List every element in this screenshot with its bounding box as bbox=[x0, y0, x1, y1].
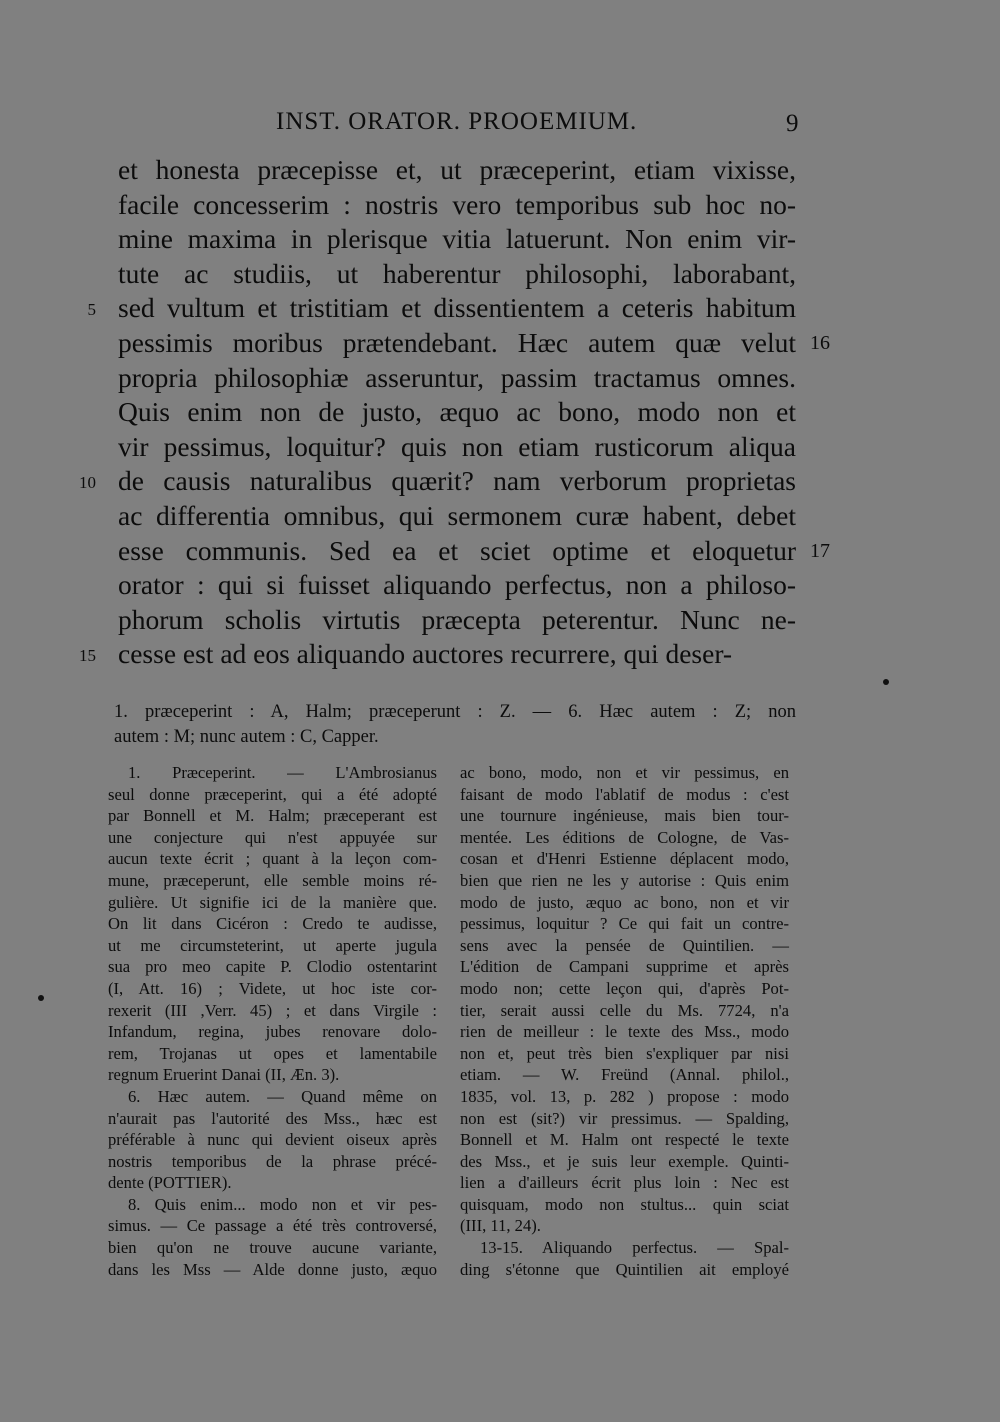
note-line: cosan et d'Henri Estienne déplacent modo, bbox=[460, 849, 789, 869]
note-line: non est (sit?) vir pressimus. — Spalding, bbox=[460, 1108, 789, 1128]
note-line: aucun texte écrit ; quant à la leçon com- bbox=[108, 849, 437, 869]
running-head: INST. ORATOR. PROOEMIUM. bbox=[276, 108, 638, 135]
note-line: gulière. Ut signifie ici de la manière que. bbox=[108, 892, 437, 912]
text-line-content: sed vultum et tristitiam et dissentientem a ceteris habitum bbox=[118, 292, 796, 324]
text-line-content: facile concesserim : nostris vero temporibus sub hoc no- bbox=[118, 188, 796, 220]
text-line bbox=[0, 499, 1000, 534]
line-number: 15 bbox=[79, 646, 96, 666]
note-line: rexerit (III ,Verr. 45) ; et dans Virgile : bbox=[108, 1000, 437, 1020]
text-line-content: orator : qui si fuisset aliquando perfectus, non a philoso- bbox=[118, 569, 796, 601]
note-line: une tournure ingénieuse, mais bien tour- bbox=[460, 806, 789, 826]
text-line-content: Quis enim non de justo, æquo ac bono, modo non et bbox=[118, 396, 796, 428]
note-line: seul donne præceperint, qui a été adopté bbox=[108, 784, 437, 804]
ink-speck bbox=[38, 995, 44, 1001]
note-line: (III, 11, 24). bbox=[460, 1216, 541, 1236]
note-line: dente (POTTIER). bbox=[108, 1173, 232, 1193]
note-line: par Bonnell et M. Halm; præceperant est bbox=[108, 806, 437, 826]
note-line: Bonnell et M. Halm ont respecté le texte bbox=[460, 1130, 789, 1150]
text-line-content: mine maxima in plerisque vitia latuerunt. Non enim vir- bbox=[118, 223, 796, 255]
note-line: non et, peut très bien s'expliquer par nisi bbox=[460, 1043, 789, 1063]
note-line: 1. Præceperint. — L'Ambrosianus bbox=[128, 763, 437, 782]
note-line: On lit dans Cicéron : Credo te audisse, bbox=[108, 914, 437, 934]
text-line-content: de causis naturalibus quærit? nam verborum proprietas bbox=[118, 465, 796, 497]
note-line: dans les Mss — Alde donne justo, æquo bbox=[108, 1259, 437, 1279]
text-line bbox=[0, 153, 1000, 188]
page-number: 9 bbox=[786, 110, 799, 137]
text-line-content: cesse est ad eos aliquando auctores recurrere, qui deser- bbox=[118, 638, 733, 670]
note-line: rien de meilleur : le texte des Mss., modo bbox=[460, 1022, 789, 1042]
notes-column-left bbox=[108, 762, 437, 1280]
section-number: 17 bbox=[810, 539, 830, 562]
note-line: faisant de modo l'ablatif de modus : c'est bbox=[460, 784, 789, 804]
note-line: rem, Trojanas ut opes et lamentabile bbox=[108, 1043, 437, 1063]
line-number: 5 bbox=[87, 300, 96, 320]
text-line-content: et honesta præcepisse et, ut præceperint, etiam vixisse, bbox=[118, 154, 796, 185]
note-line: 6. Hæc autem. — Quand même on bbox=[128, 1086, 437, 1106]
note-line: Infandum, regina, jubes renovare dolo- bbox=[108, 1022, 437, 1042]
text-line bbox=[0, 291, 1000, 326]
text-line-content: propria philosophiæ asseruntur, passim tractamus omnes. bbox=[118, 361, 796, 393]
text-line bbox=[0, 257, 1000, 292]
text-line bbox=[0, 568, 1000, 603]
note-line: sua pro meo capite P. Clodio ostentarint bbox=[108, 957, 437, 977]
note-line: une conjecture qui n'est appuyée sur bbox=[108, 827, 437, 847]
note-line: pessimus, loquitur ? Ce qui fait un contre- bbox=[460, 914, 789, 934]
note-line: ac bono, modo, non et vir pessimus, en bbox=[460, 763, 789, 782]
note-line: lien a d'ailleurs écrit plus loin : Nec est bbox=[460, 1173, 789, 1193]
text-line-content: ac differentia omnibus, qui sermonem curæ habent, debet bbox=[118, 499, 796, 531]
text-line bbox=[0, 464, 1000, 499]
text-line-content: pessimis moribus prætendebant. Hæc autem quæ velut bbox=[118, 326, 796, 358]
note-line: nostris temporibus de la phrase précé- bbox=[108, 1151, 437, 1171]
note-line: ding s'étonne que Quintilien ait employé bbox=[460, 1259, 789, 1279]
note-line: bien qu'on ne trouve aucune variante, bbox=[108, 1238, 437, 1258]
note-line: quisquam, modo non stultus... quin sciat bbox=[460, 1194, 789, 1214]
critical-apparatus bbox=[114, 700, 796, 750]
note-line: etiam. — W. Freünd (Annal. philol., bbox=[460, 1065, 789, 1085]
note-line: ut me circumsteterint, ut aperte jugula bbox=[108, 935, 437, 955]
text-line-content: esse communis. Sed ea et sciet optime et eloquetur bbox=[118, 534, 796, 566]
note-line: sens avec la pensée de Quintilien. — bbox=[460, 935, 789, 955]
line-number: 10 bbox=[79, 473, 96, 493]
note-line: (I, Att. 16) ; Videte, ut hoc iste cor- bbox=[108, 978, 437, 998]
note-line: modo de justo, æquo ac bono, non et vir bbox=[460, 892, 789, 912]
text-line bbox=[0, 637, 1000, 672]
text-line-content: vir pessimus, loquitur? quis non etiam rusticorum aliqua bbox=[118, 430, 796, 462]
apparatus-line: 1. præceperint : A, Halm; præceperunt : Z. — 6. Hæc autem : Z; non bbox=[114, 702, 796, 722]
note-line: mune, præceperunt, elle semble moins ré- bbox=[108, 870, 437, 890]
text-line bbox=[0, 361, 1000, 396]
note-line: 1835, vol. 13, p. 282 ) propose : modo bbox=[460, 1086, 789, 1106]
text-line-content: phorum scholis virtutis præcepta peterentur. Nunc ne- bbox=[118, 603, 796, 635]
apparatus-line: autem : M; nunc autem : C, Capper. bbox=[114, 727, 379, 747]
text-line bbox=[0, 326, 1000, 361]
note-line: modo non; cette leçon qui, d'après Pot- bbox=[460, 978, 789, 998]
text-line bbox=[0, 395, 1000, 430]
latin-text-block bbox=[0, 153, 1000, 672]
note-line: simus. — Ce passage a été très controversé, bbox=[108, 1216, 437, 1236]
text-line bbox=[0, 534, 1000, 569]
section-number: 16 bbox=[810, 331, 830, 354]
text-line bbox=[0, 430, 1000, 465]
note-line: mentée. Les éditions de Cologne, de Vas- bbox=[460, 827, 789, 847]
note-line: L'édition de Campani supprime et après bbox=[460, 957, 789, 977]
note-line: 8. Quis enim... modo non et vir pes- bbox=[128, 1194, 437, 1214]
note-line: n'aurait pas l'autorité des Mss., hæc est bbox=[108, 1108, 437, 1128]
note-line: des Mss., et je suis leur exemple. Quinti- bbox=[460, 1151, 789, 1171]
page-header bbox=[0, 108, 1000, 144]
text-line bbox=[0, 188, 1000, 223]
note-line: regnum Eruerint Danai (II, Æn. 3). bbox=[108, 1065, 340, 1085]
note-line: préférable à nunc qui devient oiseux après bbox=[108, 1130, 437, 1150]
note-line: 13-15. Aliquando perfectus. — Spal- bbox=[480, 1238, 789, 1258]
note-line: tier, serait aussi celle du Ms. 7724, n'a bbox=[460, 1000, 789, 1020]
text-line bbox=[0, 222, 1000, 257]
note-line: bien que rien ne les y autorise : Quis enim bbox=[460, 870, 789, 890]
ink-speck bbox=[883, 679, 889, 685]
text-line-content: tute ac studiis, ut haberentur philosophi, laborabant, bbox=[118, 257, 796, 289]
text-line bbox=[0, 603, 1000, 638]
notes-column-right bbox=[460, 762, 789, 1280]
